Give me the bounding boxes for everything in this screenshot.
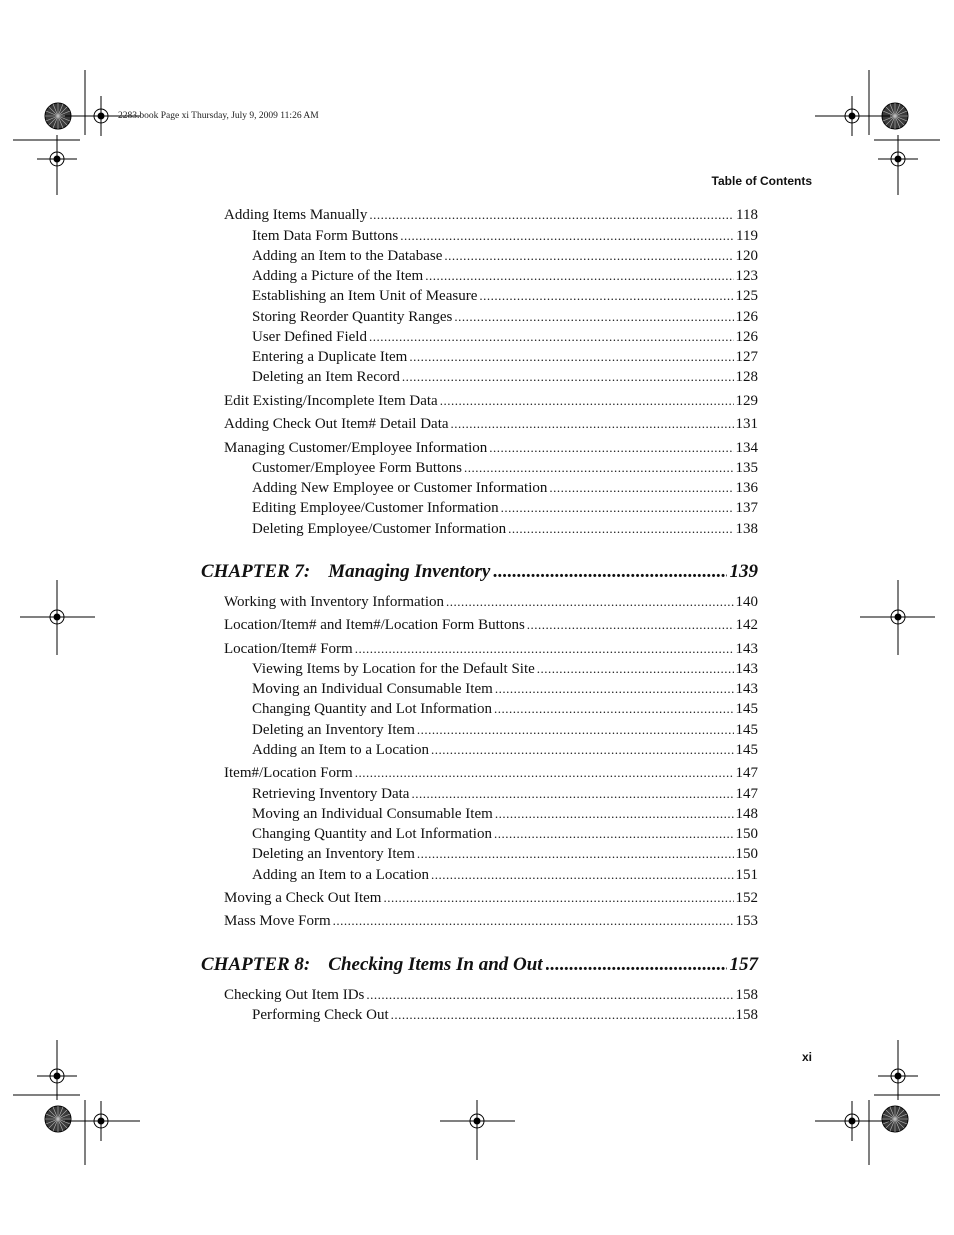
toc-entry-title: Retrieving Inventory Data xyxy=(252,786,410,802)
toc-subentry[interactable] xyxy=(252,520,758,538)
dot-leader xyxy=(493,561,726,583)
toc-entry-title: Adding a Picture of the Item xyxy=(252,268,424,284)
dot-leader xyxy=(333,912,734,930)
toc-entry[interactable] xyxy=(224,593,758,611)
toc-entry-title: Moving an Individual Consumable Item xyxy=(252,806,493,822)
dot-leader xyxy=(355,640,734,658)
dot-leader xyxy=(431,866,733,884)
toc-subentry[interactable] xyxy=(252,247,758,265)
dot-leader xyxy=(464,459,734,477)
toc-entry-page: 137 xyxy=(735,500,758,516)
dot-leader xyxy=(501,499,734,517)
dot-leader xyxy=(391,1006,734,1024)
toc-entry-page: 145 xyxy=(735,722,758,738)
dot-leader xyxy=(355,764,734,782)
toc-subentry[interactable] xyxy=(252,459,758,477)
toc-entry-page: 145 xyxy=(735,701,758,717)
dot-leader xyxy=(489,439,733,457)
dot-leader xyxy=(400,227,734,245)
toc-subentry[interactable] xyxy=(252,741,758,759)
dot-leader xyxy=(494,825,734,843)
toc-entry[interactable] xyxy=(224,912,758,930)
toc-subentry[interactable] xyxy=(252,680,758,698)
toc-entry-title: User Defined Field xyxy=(252,329,367,345)
dot-leader xyxy=(425,267,733,285)
toc-entry-title: Location/Item# and Item#/Location Form Buttons xyxy=(224,617,525,633)
toc-subentry[interactable] xyxy=(252,805,758,823)
dot-leader xyxy=(417,721,734,739)
toc-entry-title: Item Data Form Buttons xyxy=(252,228,399,244)
toc-entry-title: Deleting an Item Record xyxy=(252,369,400,385)
running-head: Table of Contents xyxy=(711,174,812,188)
toc-entry[interactable] xyxy=(224,986,758,1004)
toc-entry-page: 148 xyxy=(735,806,758,822)
dot-leader xyxy=(495,680,734,698)
dot-leader xyxy=(508,520,733,538)
toc-entry-page: 120 xyxy=(735,248,758,264)
toc-subentry[interactable] xyxy=(252,499,758,517)
dot-leader xyxy=(431,741,733,759)
toc-subentry[interactable] xyxy=(252,785,758,803)
toc-entry-page: 150 xyxy=(735,826,758,842)
dot-leader xyxy=(402,368,734,386)
toc-entry-page: 143 xyxy=(735,661,758,677)
dot-leader xyxy=(369,328,734,346)
toc-entry-title: Editing Employee/Customer Information xyxy=(252,500,499,516)
toc-entry-title: Moving a Check Out Item xyxy=(224,890,382,906)
dot-leader xyxy=(409,348,733,366)
chapter-title: Checking Items In and Out xyxy=(328,954,543,975)
toc-entry-title: Deleting an Inventory Item xyxy=(252,722,415,738)
toc-entry[interactable] xyxy=(224,616,758,634)
toc-entry-page: 147 xyxy=(735,786,758,802)
dot-leader xyxy=(369,206,734,224)
toc-entry-title: Adding Check Out Item# Detail Data xyxy=(224,416,449,432)
toc-entry-page: 135 xyxy=(735,460,758,476)
toc-entry-page: 126 xyxy=(735,309,758,325)
toc-subentry[interactable] xyxy=(252,308,758,326)
toc-subentry[interactable] xyxy=(252,721,758,739)
dot-leader xyxy=(417,845,734,863)
toc-subentry[interactable] xyxy=(252,866,758,884)
dot-leader xyxy=(440,392,734,410)
dot-leader xyxy=(454,308,733,326)
toc-entry[interactable] xyxy=(224,415,758,433)
toc-entry-page: 152 xyxy=(735,890,758,906)
toc-entry[interactable] xyxy=(224,640,758,658)
toc-subentry[interactable] xyxy=(252,700,758,718)
dot-leader xyxy=(495,805,734,823)
chapter-page: 139 xyxy=(729,561,758,582)
toc-entry-page: 142 xyxy=(735,617,758,633)
toc-entry[interactable] xyxy=(224,392,758,410)
toc-entry-page: 136 xyxy=(735,480,758,496)
toc-entry-title: Moving an Individual Consumable Item xyxy=(252,681,493,697)
toc-entry-title: Deleting Employee/Customer Information xyxy=(252,521,507,537)
toc-entry-page: 134 xyxy=(735,440,758,456)
toc-entry-page: 129 xyxy=(735,393,758,409)
dot-leader xyxy=(451,415,734,433)
toc-entry-title: Changing Quantity and Lot Information xyxy=(252,826,492,842)
toc-entry-page: 123 xyxy=(735,268,758,284)
toc-entry-page: 147 xyxy=(735,765,758,781)
toc-entry-title: Changing Quantity and Lot Information xyxy=(252,701,492,717)
toc-subentry[interactable] xyxy=(252,825,758,843)
dot-leader xyxy=(411,785,733,803)
toc-entry-page: 119 xyxy=(736,228,758,244)
dot-leader xyxy=(494,700,734,718)
toc-entry-page: 126 xyxy=(735,329,758,345)
toc-entry-page: 143 xyxy=(735,681,758,697)
toc-subentry[interactable] xyxy=(252,287,758,305)
dot-leader xyxy=(383,889,733,907)
toc-entry-page: 140 xyxy=(735,594,758,610)
toc-subentry[interactable] xyxy=(252,348,758,366)
toc-subentry[interactable] xyxy=(252,368,758,386)
toc-entry-page: 153 xyxy=(735,913,758,929)
toc-entry-page: 158 xyxy=(735,987,758,1003)
toc-entry[interactable] xyxy=(224,764,758,782)
toc-entry-title: Adding an Item to a Location xyxy=(252,867,430,883)
dot-leader xyxy=(549,479,733,497)
toc-entry-title: Adding New Employee or Customer Information xyxy=(252,480,548,496)
toc-entry-title: Item#/Location Form xyxy=(224,765,353,781)
dot-leader xyxy=(446,593,734,611)
dot-leader xyxy=(479,287,733,305)
dot-leader xyxy=(527,616,734,634)
toc-entry-title: Location/Item# Form xyxy=(224,641,353,657)
chapter-heading[interactable] xyxy=(201,954,758,976)
toc-entry-page: 145 xyxy=(735,742,758,758)
toc-entry-page: 158 xyxy=(735,1007,758,1023)
toc-entry-page: 127 xyxy=(735,349,758,365)
toc-entry-title: Customer/Employee Form Buttons xyxy=(252,460,462,476)
toc-subentry[interactable] xyxy=(252,845,758,863)
toc-entry[interactable] xyxy=(224,439,758,457)
print-slug: 2283.book Page xi Thursday, July 9, 2009 11:26 AM xyxy=(118,111,319,121)
toc-entry-title: Adding an Item to the Database xyxy=(252,248,443,264)
dot-leader xyxy=(366,986,733,1004)
toc-entry-title: Mass Move Form xyxy=(224,913,331,929)
toc-entry-title: Adding an Item to a Location xyxy=(252,742,430,758)
toc-entry-page: 128 xyxy=(735,369,758,385)
toc-entry-title: Performing Check Out xyxy=(252,1007,389,1023)
chapter-title: Managing Inventory xyxy=(328,561,491,582)
toc-entry-page: 150 xyxy=(735,846,758,862)
toc-entry-title: Adding Items Manually xyxy=(224,207,368,223)
toc-subentry[interactable] xyxy=(252,227,758,245)
toc-entry[interactable] xyxy=(224,889,758,907)
chapter-number: CHAPTER 7: xyxy=(201,561,311,582)
toc-subentry[interactable] xyxy=(252,660,758,678)
toc-entry-page: 131 xyxy=(735,416,758,432)
toc-entry-title: Edit Existing/Incomplete Item Data xyxy=(224,393,438,409)
toc-subentry[interactable] xyxy=(252,479,758,497)
toc-entry-title: Checking Out Item IDs xyxy=(224,987,365,1003)
chapter-heading[interactable] xyxy=(201,561,758,583)
chapter-page: 157 xyxy=(729,954,758,975)
toc-entry-page: 151 xyxy=(735,867,758,883)
toc-entry-title: Deleting an Inventory Item xyxy=(252,846,415,862)
toc-entry-title: Entering a Duplicate Item xyxy=(252,349,408,365)
toc-entry-page: 118 xyxy=(736,207,758,223)
toc-entry-title: Viewing Items by Location for the Default Site xyxy=(252,661,535,677)
toc-subentry[interactable] xyxy=(252,328,758,346)
toc-entry-page: 143 xyxy=(735,641,758,657)
toc-entry-title: Establishing an Item Unit of Measure xyxy=(252,288,478,304)
toc-entry-page: 125 xyxy=(735,288,758,304)
toc-subentry[interactable] xyxy=(252,267,758,285)
page-number: xi xyxy=(801,1050,812,1064)
toc-entry-title: Managing Customer/Employee Information xyxy=(224,440,488,456)
toc-entry-title: Storing Reorder Quantity Ranges xyxy=(252,309,453,325)
dot-leader xyxy=(537,660,734,678)
toc-entry-page: 138 xyxy=(735,521,758,537)
toc-entry[interactable] xyxy=(224,206,758,224)
toc-entry-title: Working with Inventory Information xyxy=(224,594,444,610)
dot-leader xyxy=(444,247,733,265)
toc-subentry[interactable] xyxy=(252,1006,758,1024)
chapter-number: CHAPTER 8: xyxy=(201,954,311,975)
dot-leader xyxy=(546,954,727,976)
